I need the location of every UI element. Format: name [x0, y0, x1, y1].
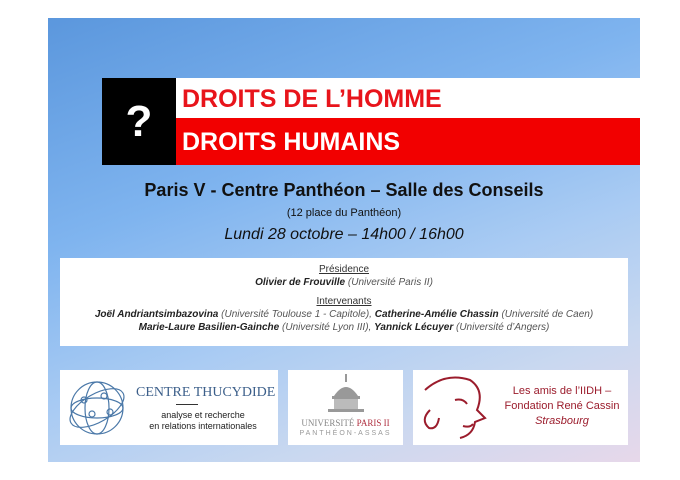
speaker-aff: (Université Lyon III), — [282, 322, 372, 333]
question-mark-box: ? — [102, 78, 176, 165]
president-aff: (Université Paris II) — [347, 277, 433, 288]
speaker-aff: (Université Toulouse 1 - Capitole), — [221, 309, 372, 320]
intervenants-label: Intervenants — [316, 296, 372, 307]
globe-network-icon — [62, 370, 132, 445]
pantheon-dome-icon — [326, 374, 366, 416]
divider — [176, 404, 198, 405]
universite-paris2-logo — [288, 370, 403, 445]
thucydide-subtitle: analyse et recherche en relations internationales — [149, 410, 257, 431]
presidence-label: Présidence — [318, 264, 370, 275]
paris2-sub: PANTHÉON-ASSAS — [299, 430, 392, 437]
title-line-1: DROITS DE L’HOMME — [176, 78, 640, 118]
speaker-name: Joël Andriantsimbazovina — [94, 309, 219, 320]
speaker-aff: (Université d’Angers) — [456, 322, 550, 333]
title-line-2: DROITS HUMAINS — [176, 118, 640, 165]
speakers-panel — [60, 258, 628, 346]
speaker-name: Catherine-Amélie Chassin — [374, 309, 499, 320]
address: (12 place du Panthéon) — [286, 207, 402, 219]
rene-cassin-portrait-icon — [415, 370, 495, 445]
speaker-name: Marie-Laure Basilien-Gainche — [138, 322, 280, 333]
paris2-name: UNIVERSITÉ PARIS II — [301, 418, 390, 428]
speaker-aff: (Université de Caen) — [501, 309, 594, 320]
fondation-cassin-logo — [413, 370, 628, 445]
president-name: Olivier de Frouville — [255, 277, 346, 288]
speaker-name: Yannick Lécuyer — [374, 322, 454, 333]
thucydide-title: CENTRE THUCYDIDE — [136, 385, 276, 400]
venue: Paris V - Centre Panthéon – Salle des Conseils — [144, 180, 544, 200]
centre-thucydide-logo — [60, 370, 278, 445]
date: Lundi 28 octobre – 14h00 / 16h00 — [224, 226, 464, 243]
cassin-text: Les amis de l’IIDH – Fondation René Cassin Strasbourg — [504, 385, 620, 427]
